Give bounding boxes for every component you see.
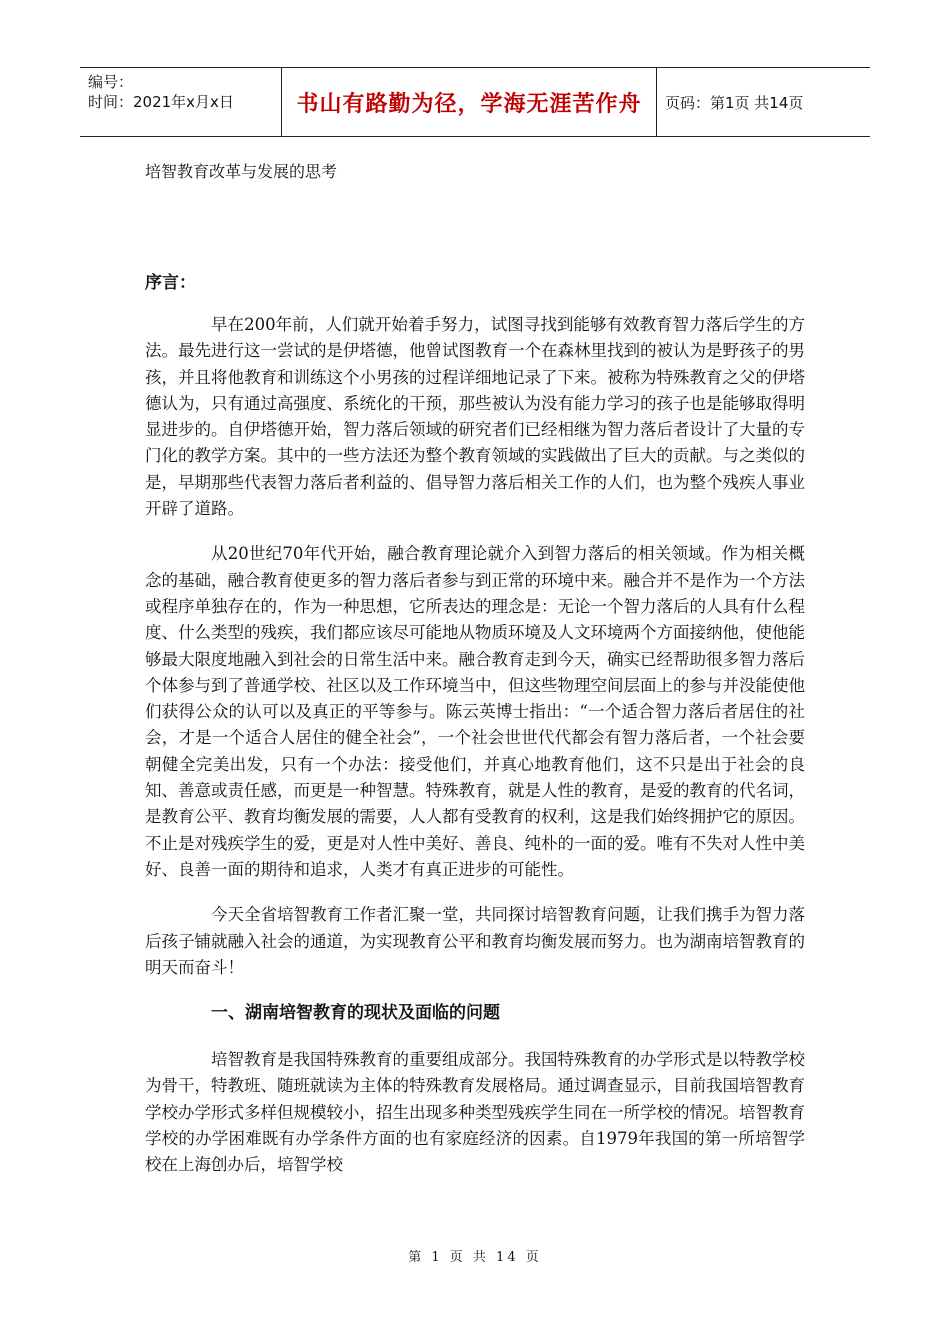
section-1-heading: 一、湖南培智教育的现状及面临的问题 bbox=[211, 1003, 500, 1024]
serial-number-label: 编号： bbox=[88, 73, 134, 91]
document-title: 培智教育改革与发展的思考 bbox=[145, 162, 338, 181]
motto-text: 书山有路勤为径，学海无涯苦作舟 bbox=[296, 91, 642, 117]
document-body bbox=[145, 158, 805, 1198]
page-footer: 第 1 页 共 14 页 bbox=[408, 1250, 542, 1265]
preface-paragraph-2: 从20世纪70年代开始，融合教育理论就介入到智力落后的相关领域。作为相关概念的基础，融合教育使更多的智力落后者参与到正常的环境中来。融合并不是作为一个方法或程序单独存在的，作为一种思想，它所表达的理念是：无论一个智力落后的人具有什么程度、什么类型的残疾，我们都应该尽可能地从物质环境及人文环境两个方面接纳他，使他能够最大限度地融入到社会的日常生活中来。融合教育走到今天，确实已经帮助很多智力落后个体参与到了普通学校、社区以及工作环境当中，但这些物理空间层面上的参与并没能使他们获得公众的认可以及真正的平等参与。陈云英博士指出：“一个适合智力落后者居住的社会，才是一个适合人居住的健全社会”，一个社会世世代代都会有智力落后者，一个社会要朝健全完美出发，只有一个办法：接受他们，并真心地教育他们，这不只是出于社会的良知、善意或责任感，而更是一种智慧。特殊教育，就是人性的教育，是爱的教育的代名词，是教育公平、教育均衡发展的需要，人人都有受教育的权利，这是我们始终拥护它的原因。不止是对残疾学生的爱，更是对人性中美好、善良、纯朴的一面的爱。唯有不失对人性中美好、良善一面的期待和追求，人类才有真正进步的可能性。 bbox=[145, 544, 805, 879]
section-1-paragraph: 培智教育是我国特殊教育的重要组成部分。我国特殊教育的办学形式是以特教学校为骨干，特教班、随班就读为主体的特殊教育发展格局。通过调查显示，目前我国培智教育学校办学形式多样但规模较小，招生出现多种类型残疾学生同在一所学校的情况。培智教育学校的办学困难既有办学条件方面的也有家庭经济的因素。自1979年我国的第一所培智学校在上海创办后，培智学校 bbox=[145, 1050, 805, 1175]
time-label: 时间：2021年x月x日 bbox=[88, 93, 234, 111]
header-page-cell bbox=[657, 68, 870, 136]
header-motto-cell bbox=[282, 68, 657, 136]
preface-paragraph-1: 早在200年前，人们就开始着手努力，试图寻找到能够有效教育智力落后学生的方法。最先进行这一尝试的是伊塔德，他曾试图教育一个在森林里找到的被认为是野孩子的男孩，并且将他教育和训练这个小男孩的过程详细地记录了下来。被称为特殊教育之父的伊塔德认为，只有通过高强度、系统化的干预，那些被认为没有能力学习的孩子也是能够取得明显进步的。自伊塔德开始，智力落后领域的研究者们已经相继为智力落后者设计了大量的专门化的教学方案。其中的一些方法还为整个教育领域的实践做出了巨大的贡献。与之类似的是，早期那些代表智力落后者利益的、倡导智力落后相关工作的人们，也为整个残疾人事业开辟了道路。 bbox=[145, 315, 805, 519]
header-meta-cell bbox=[80, 68, 282, 136]
document-header-table bbox=[80, 67, 870, 137]
preface-label: 序言： bbox=[145, 273, 196, 293]
page-number-label: 页码：第1页 共14页 bbox=[665, 93, 804, 112]
preface-paragraph-3: 今天全省培智教育工作者汇聚一堂，共同探讨培智教育问题，让我们携手为智力落后孩子铺就融入社会的通道，为实现教育公平和教育均衡发展而努力。也为湖南培智教育的明天而奋斗！ bbox=[145, 905, 805, 977]
